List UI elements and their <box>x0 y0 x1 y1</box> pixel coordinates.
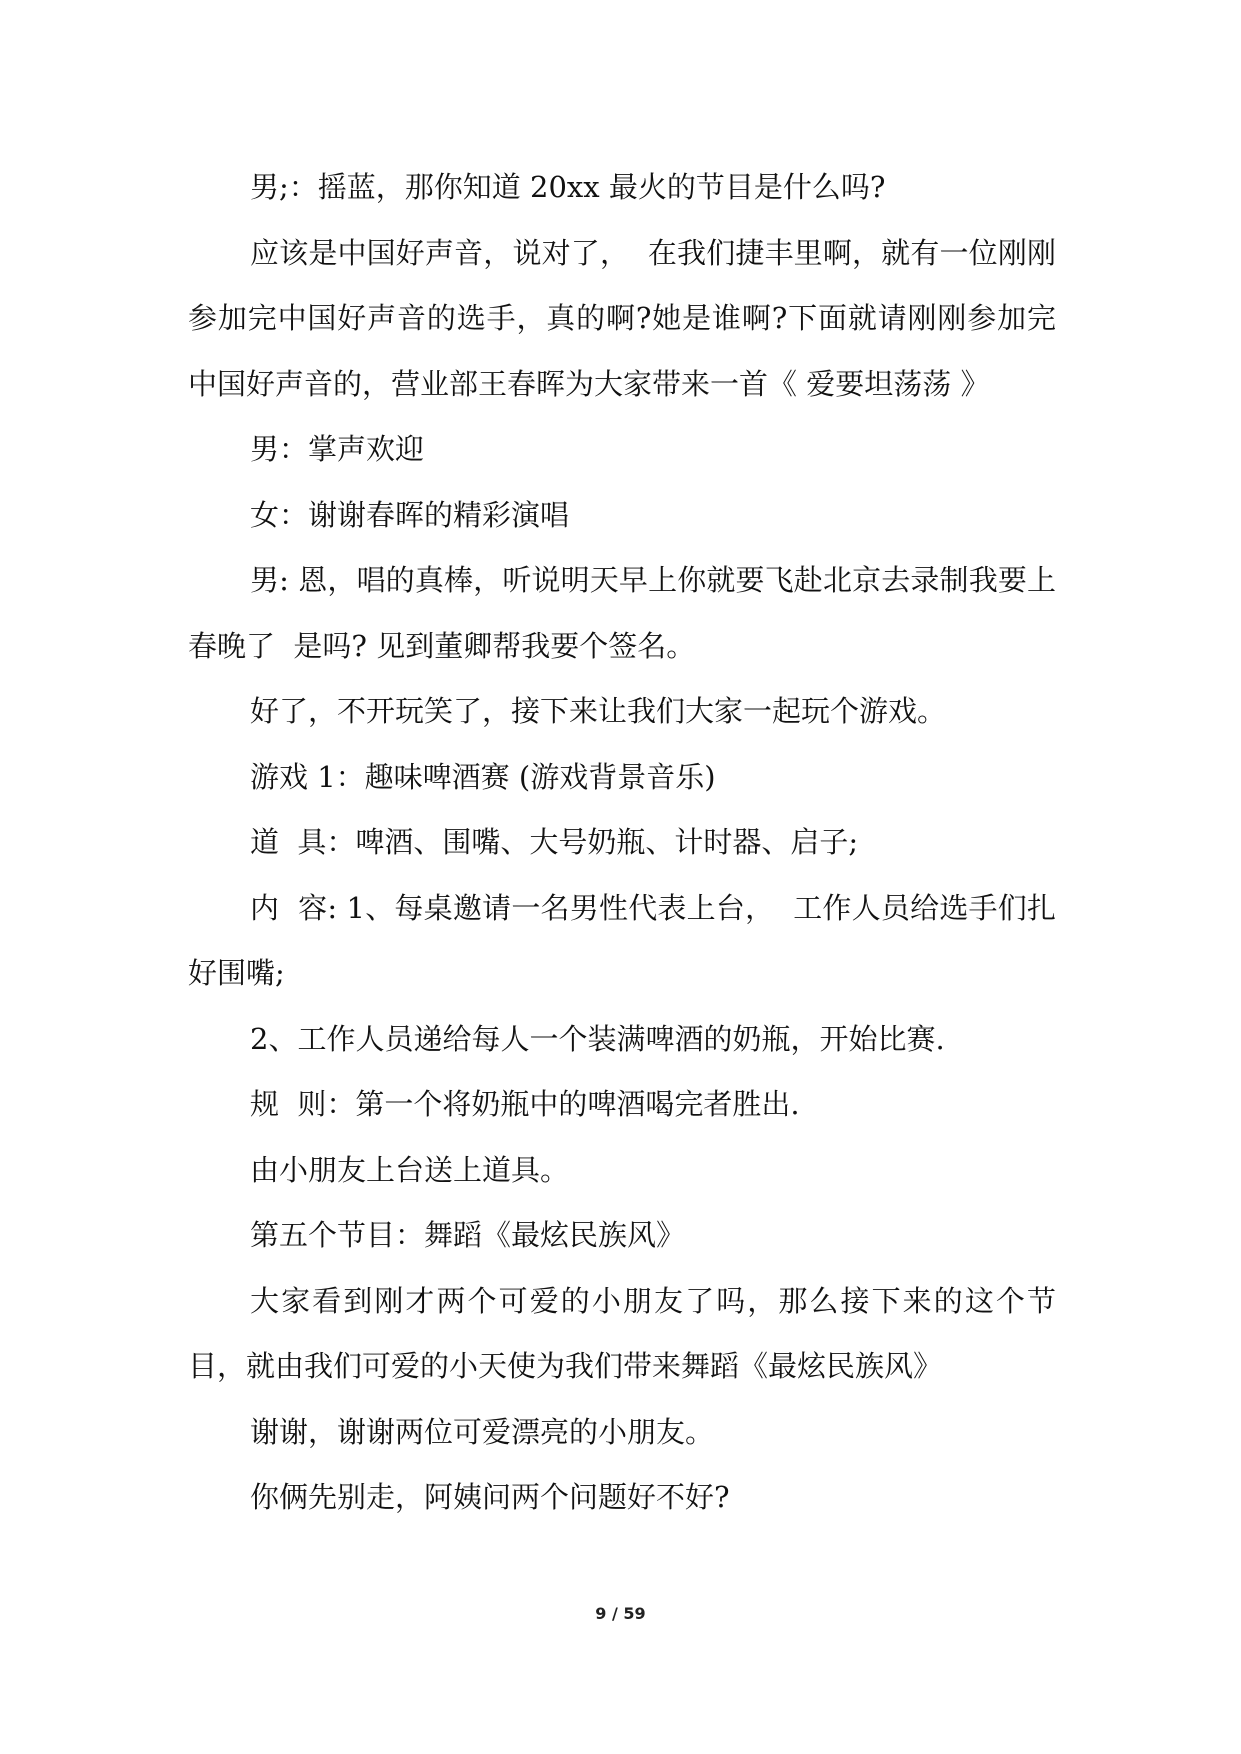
paragraph-6: 好了，不开玩笑了，接下来让我们大家一起玩个游戏。 <box>250 694 947 728</box>
paragraph-1: 男;：摇蓝，那你知道 20xx 最火的节目是什么吗? <box>250 170 886 204</box>
paragraph-8: 道 具：啤酒、围嘴、大号奶瓶、计时器、启子; <box>250 825 859 859</box>
paragraph-13: 第五个节目：舞蹈《最炫民族风》 <box>250 1218 686 1252</box>
paragraph-3: 男：掌声欢迎 <box>250 432 425 466</box>
paragraph-4: 女：谢谢春晖的精彩演唱 <box>250 497 570 532</box>
paragraph-12: 由小朋友上台送上道具。 <box>250 1152 570 1187</box>
body-text <box>188 155 1056 1531</box>
paragraph-7: 游戏 1：趣味啤酒赛 (游戏背景音乐) <box>250 759 716 794</box>
paragraph-11: 规 则：第一个将奶瓶中的啤酒喝完者胜出. <box>250 1087 800 1121</box>
paragraph-9: 内 容: 1、每桌邀请一名男性代表上台， 工作人员给选手们扎好围嘴; <box>188 890 1056 990</box>
paragraph-16: 你俩先别走，阿姨问两个问题好不好? <box>250 1480 730 1514</box>
paragraph-2: 应该是中国好声音，说对了， 在我们捷丰里啊，就有一位刚刚参加完中国好声音的选手，真的啊?她是谁啊?下面就请刚刚参加完中国好声音的，营业部王春晖为大家带来一首《 爱要坦荡荡 》 <box>188 235 1056 401</box>
page-number: 9 / 59 <box>595 1604 646 1623</box>
paragraph-15: 谢谢，谢谢两位可爱漂亮的小朋友。 <box>250 1414 715 1449</box>
paragraph-5: 男: 恩，唱的真棒，听说明天早上你就要飞赴北京去录制我要上春晚了 是吗? 见到董卿帮我要个签名。 <box>188 563 1056 663</box>
paragraph-14: 大家看到刚才两个可爱的小朋友了吗，那么接下来的这个节目，就由我们可爱的小天使为我们带来舞蹈《最炫民族风》 <box>188 1283 1056 1383</box>
paragraph-10: 2、工作人员递给每人一个装满啤酒的奶瓶，开始比赛. <box>250 1021 945 1056</box>
